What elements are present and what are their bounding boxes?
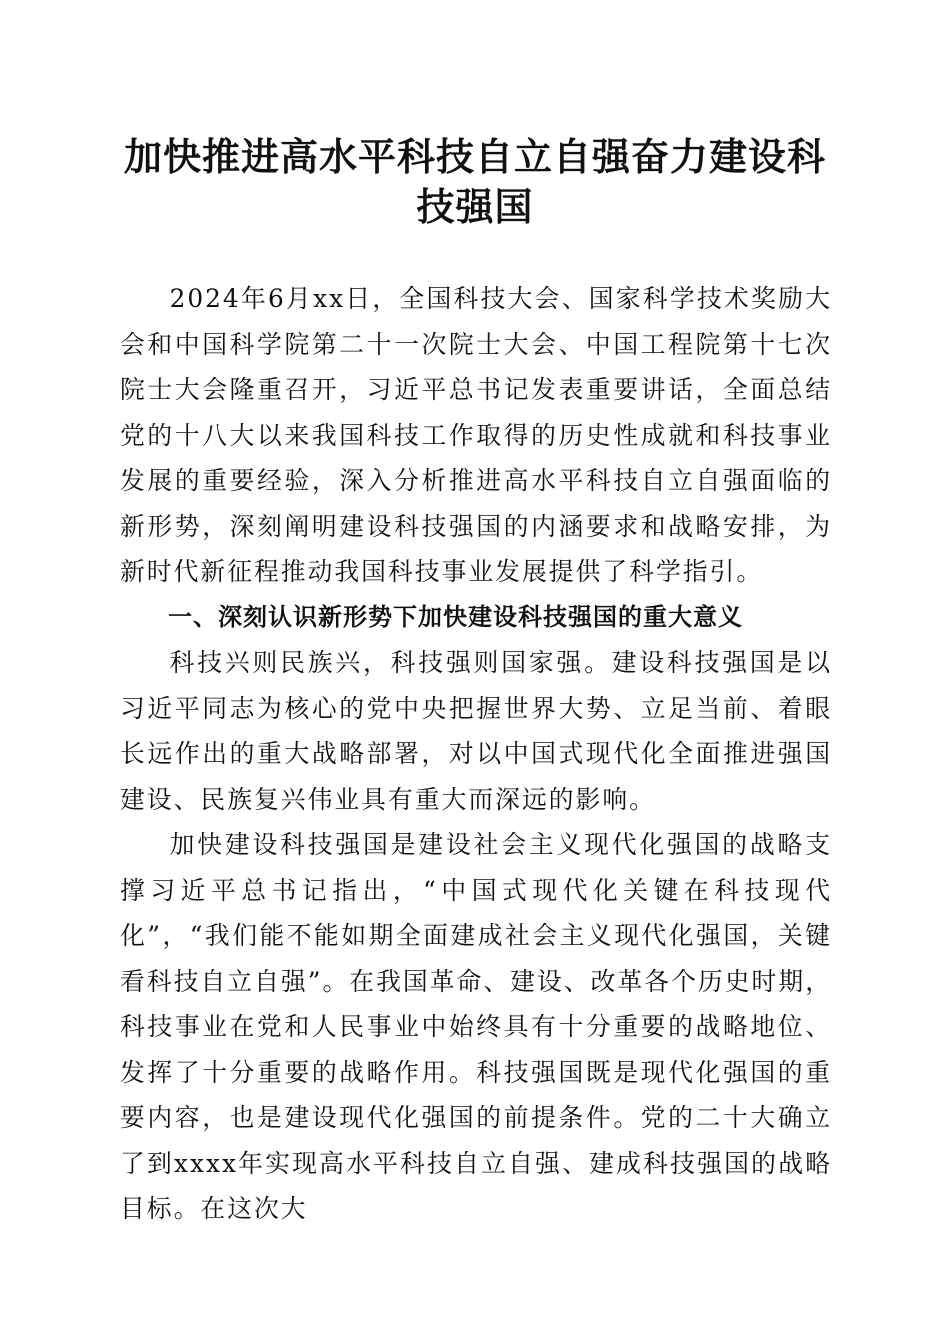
section-heading: 一、深刻认识新形势下加快建设科技强国的重大意义 xyxy=(168,602,743,631)
section-paragraph-1: 科技兴则民族兴，科技强则国家强。建设科技强国是以习近平同志为核心的党中央把握世界大势、立足当前、着眼长远作出的重大战略部署，对以中国式现代化全面推进强国建设、民族复兴伟业具有重大而深远的影响。 xyxy=(120,648,832,814)
document-body xyxy=(120,276,832,1232)
document-title: 加快推进高水平科技自立自强奋力建设科技强国 xyxy=(123,134,826,229)
intro-paragraph: 2024年6月xx日，全国科技大会、国家科学技术奖励大会和中国科学院第二十一次院士大会、中国工程院第十七次院士大会隆重召开，习近平总书记发表重要讲话，全面总结党的十八大以来我国科技工作取得的历史性成就和科技事业发展的重要经验，深入分析推进高水平科技自立自强面临的新形势，深刻阐明建设科技强国的内涵要求和战略安排，为新时代新征程推动我国科技事业发展提供了科学指引。 xyxy=(120,284,832,586)
section-paragraph-2: 加快建设科技强国是建设社会主义现代化强国的战略支撑习近平总书记指出，“中国式现代化关键在科技现代化”，“我们能不能如期全面建成社会主义现代化强国，关键看科技自立自强”。在我国革命、建设、改革各个历史时期，科技事业在党和人民事业中始终具有十分重要的战略地位、发挥了十分重要的战略作用。科技强国既是现代化强国的重要内容，也是建设现代化强国的前提条件。党的二十大确立了到xxxx年实现高水平科技自立自强、建成科技强国的战略目标。在这次大 xyxy=(120,830,832,1223)
